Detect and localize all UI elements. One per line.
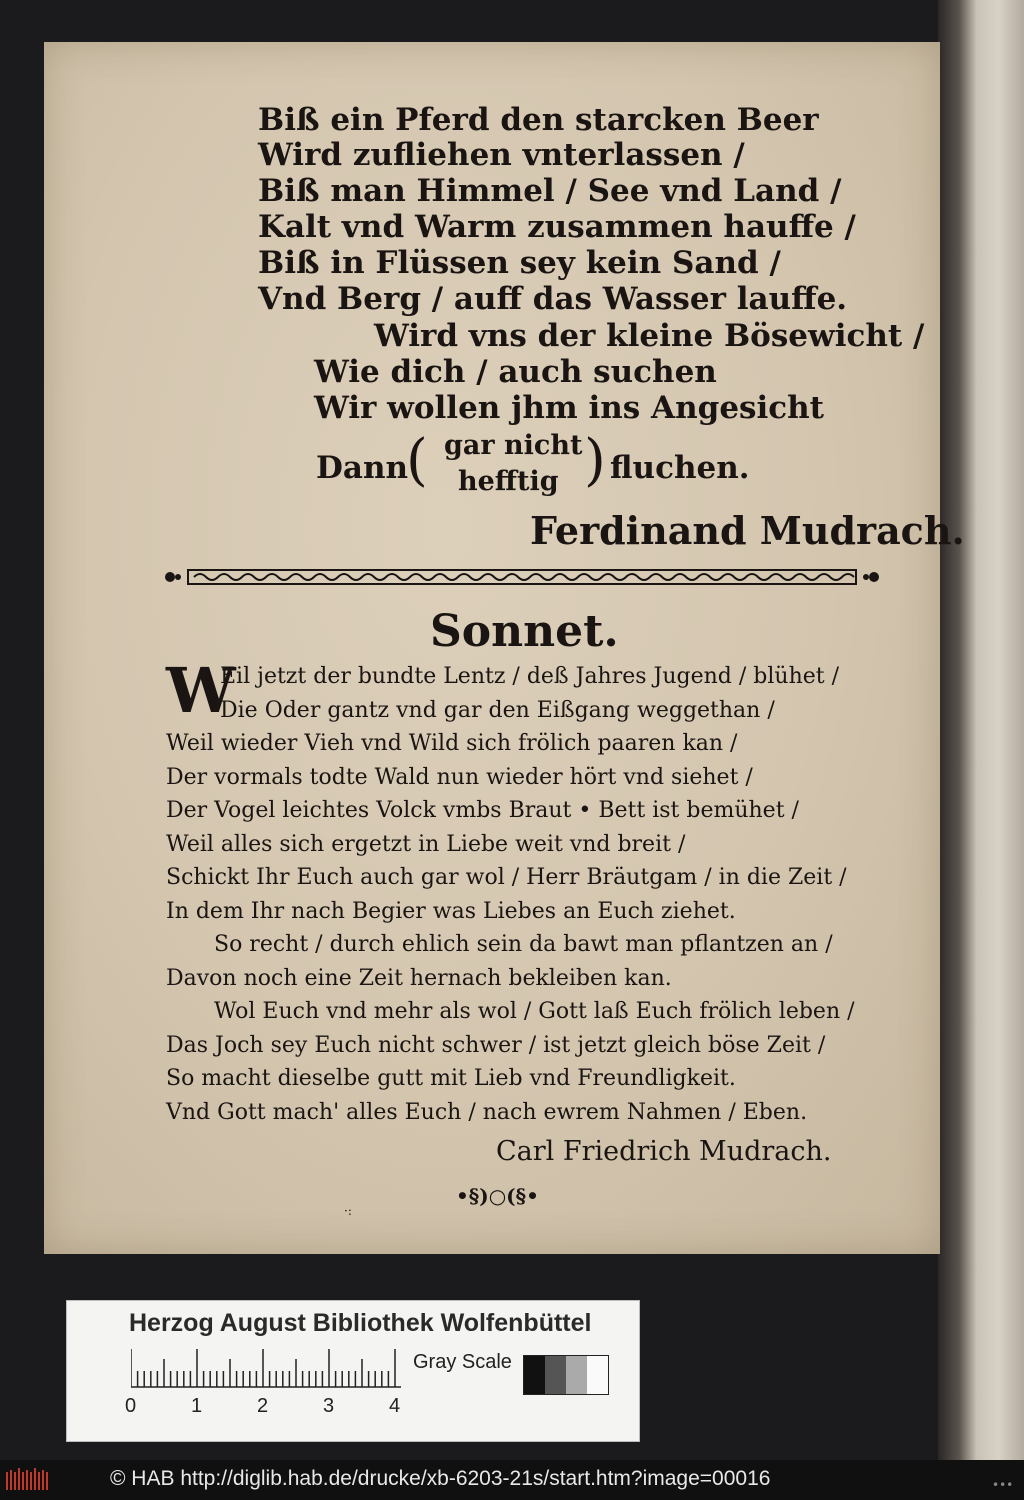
poem-line-1: Biß ein Pferd den starcken Beer — [258, 102, 819, 138]
sonnet-line-13: So macht dieselbe gutt mit Lieb vnd Freundligkeit. — [166, 1066, 736, 1091]
open-paren: ( — [406, 428, 428, 493]
sonnet-line-5: Der Vogel leichtes Volck vmbs Braut • Bett ist bemühet / — [166, 798, 799, 823]
sonnet-signature: Carl Friedrich Mudrach. — [496, 1136, 832, 1167]
sonnet-line-11: Wol Euch vnd mehr als wol / Gott laß Euch frölich leben / — [214, 999, 855, 1024]
ruler-number-3: 3 — [323, 1395, 335, 1417]
gray-scale-swatch — [523, 1355, 609, 1395]
ruler-number-1: 1 — [191, 1395, 203, 1417]
poem-line-4: Kalt vnd Warm zusammen hauffe / — [258, 209, 856, 245]
poem-line-5: Biß in Flüssen sey kein Sand / — [258, 245, 781, 281]
sonnet-line-1: Eil jetzt der bundte Lentz / deß Jahres Jugend / blühet / — [220, 664, 840, 689]
ornamental-divider — [160, 566, 884, 588]
sonnet-line-7: Schickt Ihr Euch auch gar wol / Herr Bräutgam / in die Zeit / — [166, 865, 847, 890]
poem-line-7: Wird vns der kleine Bösewicht / — [374, 318, 925, 354]
copyright-url: © HAB http://diglib.hab.de/drucke/xb-6203-21s/start.htm?image=00016 — [110, 1467, 771, 1490]
gray-swatch-light — [566, 1356, 587, 1394]
more-icon[interactable]: ••• — [992, 1478, 1014, 1492]
poem-line-2: Wird zufliehen vnterlassen / — [258, 137, 745, 173]
poem-line-8: Wie dich / auch suchen — [314, 354, 717, 390]
sonnet-line-2: Die Oder gantz vnd gar den Eißgang weggethan / — [220, 698, 775, 723]
ruler-number-0: 0 — [125, 1395, 137, 1417]
poem-signature: Ferdinand Mudrach. — [530, 508, 965, 553]
alternative-bottom: hefftig — [458, 466, 559, 497]
poem-last-line-suffix: fluchen. — [610, 450, 750, 486]
sonnet-end-ornament: •§)○(§• — [456, 1184, 539, 1208]
gray-swatch-dark — [545, 1356, 566, 1394]
sonnet-line-4: Der vormals todte Wald nun wieder hört vnd siehet / — [166, 765, 753, 790]
page-speck: ·: — [344, 1204, 352, 1218]
sonnet-line-9: So recht / durch ehlich sein da bawt man pflantzen an / — [214, 932, 833, 957]
alternative-top: gar nicht — [444, 430, 583, 461]
ruler-number-4: 4 — [389, 1395, 401, 1417]
gray-scale-label: Gray Scale — [413, 1351, 512, 1373]
close-paren: ) — [584, 428, 606, 493]
poem-line-3: Biß man Himmel / See vnd Land / — [258, 173, 842, 209]
adjacent-page-edge — [938, 0, 1024, 1460]
poem-line-6: Vnd Berg / auff das Wasser lauffe. — [258, 281, 848, 317]
sonnet-line-10: Davon noch eine Zeit hernach bekleiben kan. — [166, 966, 672, 991]
library-name: Herzog August Bibliothek Wolfenbüttel — [129, 1309, 592, 1337]
poem-last-line-prefix: Dann — [316, 450, 409, 486]
ruler-icon — [131, 1349, 411, 1389]
sonnet-dropcap: W — [166, 654, 236, 727]
gray-swatch-black — [524, 1356, 545, 1394]
sonnet-line-8: In dem Ihr nach Begier was Liebes an Euch ziehet. — [166, 899, 736, 924]
poem-line-9: Wir wollen jhm ins Angesicht — [314, 390, 825, 426]
ruler-number-2: 2 — [257, 1395, 269, 1417]
color-checker-strip — [66, 1300, 640, 1442]
sonnet-line-12: Das Joch sey Euch nicht schwer / ist jetzt gleich böse Zeit / — [166, 1033, 826, 1058]
footer-bar — [0, 1460, 1024, 1500]
sonnet-line-14: Vnd Gott mach' alles Euch / nach ewrem Nahmen / Eben. — [166, 1100, 808, 1125]
sonnet-line-6: Weil alles sich ergetzt in Liebe weit vnd breit / — [166, 832, 686, 857]
gray-swatch-white — [587, 1356, 608, 1394]
sonnet-line-3: Weil wieder Vieh vnd Wild sich frölich paaren kan / — [166, 731, 738, 756]
barcode-icon — [6, 1468, 50, 1492]
sonnet-title: Sonnet. — [430, 606, 619, 657]
